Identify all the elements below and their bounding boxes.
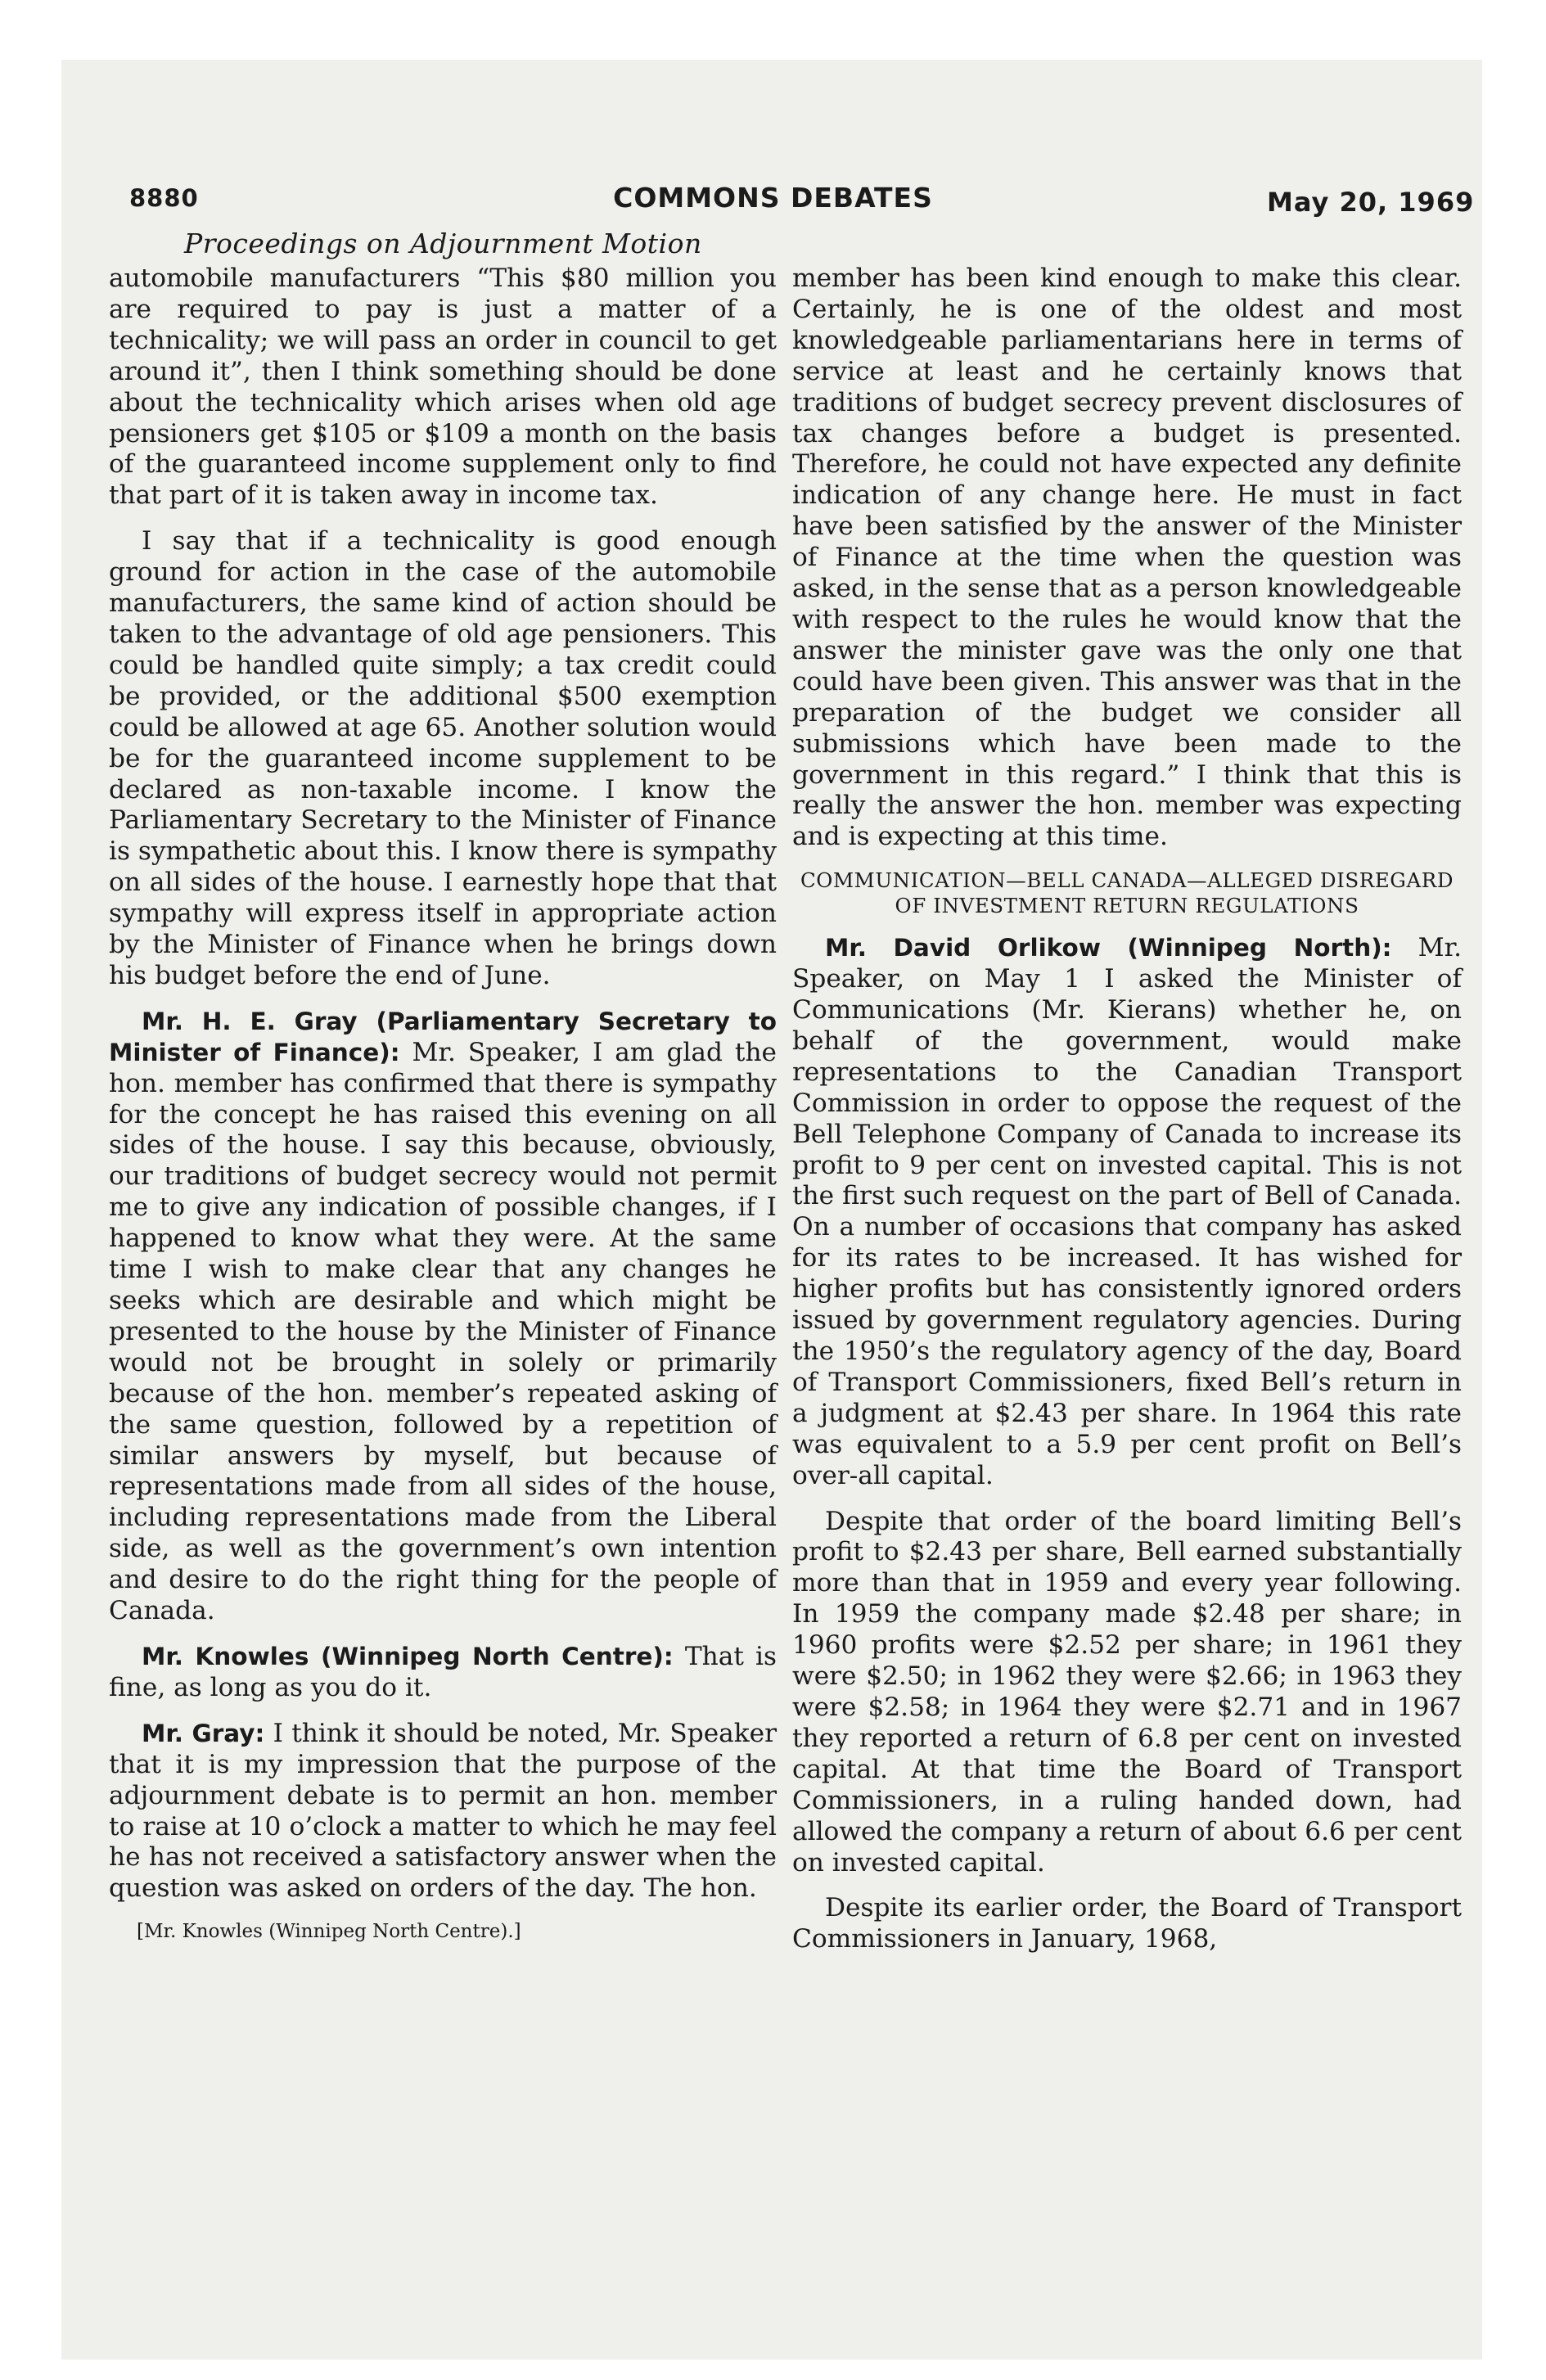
paragraph: Despite its earlier order, the Board of Transport Commissioners in January, 1968,	[792, 1893, 1462, 1954]
speaker-name: Mr. Knowles (Winnipeg North Centre):	[142, 1642, 674, 1670]
paragraph	[109, 1719, 777, 1904]
page-number: 8880	[129, 184, 199, 212]
section-heading: COMMUNICATION—BELL CANADA—ALLEGED DISREGARD OF INVESTMENT RETURN REGULATIONS	[800, 868, 1454, 918]
page-date: May 20, 1969	[1267, 187, 1475, 218]
paragraph: member has been kind enough to make this clear. Certainly, he is one of the oldest and most knowledgeable parliamentarians here in terms of service at least and he certainly knows that traditions of budget secrecy prevent disclosures of tax changes before a budget is presented. Therefore, he could not have expected any definite indication of any change here. He must in fact have been satisfied by the answer of the Minister of Finance at the time when the question was asked, in the sense that as a person knowledgeable with respect to the rules he would know that the answer the minister gave was the only one that could have been given. This answer was that in the preparation of the budget we consider all submissions which have been made to the government in this regard.” I think that this is really the answer the hon. member was expecting and is expecting at this time.	[792, 264, 1462, 852]
speech-text: I think it should be noted, Mr. Speaker that it is my impression that the purpose of the adjournment debate is to permit an hon. member to raise at 10 o’clock a matter to which he may feel he has not received a satisfactory answer when the question was asked on orders of the day. The hon.	[109, 1718, 778, 1904]
left-column	[109, 264, 777, 1944]
publication-title: COMMONS DEBATES	[613, 182, 933, 214]
paragraph: I say that if a technicality is good enough ground for action in the case of the automobile manufacturers, the same kind of action should be taken to the advantage of old age pensioners. This could be handled quite simply; a tax credit could be provided, or the additional $500 exemption could be allowed at age 65. Another solution would be for the guaranteed income supplement to be declared as non-taxable income. I know the Parliamentary Secretary to the Minister of Finance is sympathetic about this. I know there is sympathy on all sides of the house. I earnestly hope that that sympathy will express itself in appropriate action by the Minister of Finance when he brings down his budget before the end of June.	[109, 526, 777, 990]
paragraph	[109, 1007, 777, 1627]
paragraph: Despite that order of the board limiting Bell’s profit to $2.43 per share, Bell earned substantially more than that in 1959 and every year following. In 1959 the company made $2.48 per share; in 1960 profits were $2.52 per share; in 1961 they were $2.50; in 1962 they were $2.66; in 1963 they were $2.58; in 1964 they were $2.71 and in 1967 they reported a return of 6.8 per cent on invested capital. At that time the Board of Transport Commissioners, in a ruling handed down, had allowed the company a return of about 6.6 per cent on invested capital.	[792, 1506, 1462, 1877]
speaker-name: Mr. Gray:	[142, 1719, 265, 1747]
speaker-name: Mr. H. E. Gray (Parliamentary Secretary to Minister of Finance):	[109, 1007, 777, 1066]
paragraph: automobile manufacturers “This $80 million you are required to pay is just a matter of a technicality; we will pass an order in council to get around it”, then I think something should be done about the technicality which arises when old age pensioners get $105 or $109 a month on the basis of the guaranteed income supplement only to find that part of it is taken away in income tax.	[109, 264, 777, 511]
speech-text: Mr. Speaker, on May 1 I asked the Minister of Communications (Mr. Kierans) whether he, on behalf of the government, would make representations to the Canadian Transport Commission in order to oppose the request of the Bell Telephone Company of Canada to increase its profit to 9 per cent on invested capital. This is not the first such request on the part of Bell of Canada. On a number of occasions that company has asked for its rates to be increased. It has wished for higher profits but has consistently ignored orders issued by government regulatory agencies. During the 1950’s the regulatory agency of the day, Board of Transport Commissioners, fixed Bell’s return in a judgment at $2.43 per share. In 1964 this rate was equivalent to a 5.9 per cent profit on Bell’s over-all capital.	[792, 933, 1462, 1490]
speech-text: That is fine, as long as you do it.	[109, 1641, 777, 1702]
speaker-name: Mr. David Orlikow (Winnipeg North):	[825, 934, 1392, 962]
paragraph	[792, 933, 1462, 1491]
section-subheading: Proceedings on Adjournment Motion	[184, 228, 702, 259]
right-column	[792, 264, 1462, 1970]
paragraph	[109, 1642, 777, 1704]
footer-speaker-note: [Mr. Knowles (Winnipeg North Centre).]	[137, 1921, 521, 1943]
speech-text: Mr. Speaker, I am glad the hon. member has confirmed that there is sympathy for the concept he has raised this evening on all sides of the house. I say this because, obviously, our traditions of budget secrecy would not permit me to give any indication of possible changes, if I happened to know what they were. At the same time I wish to make clear that any changes he seeks which are desirable and which might be presented to the house by the Minister of Finance would not be brought in solely or primarily because of the hon. member’s repeated asking of the same question, followed by a repetition of similar answers by myself, but because of representations made from all sides of the house, including representations made from the Liberal side, as well as the government’s own intention and desire to do the right thing for the people of Canada.	[109, 1037, 778, 1626]
